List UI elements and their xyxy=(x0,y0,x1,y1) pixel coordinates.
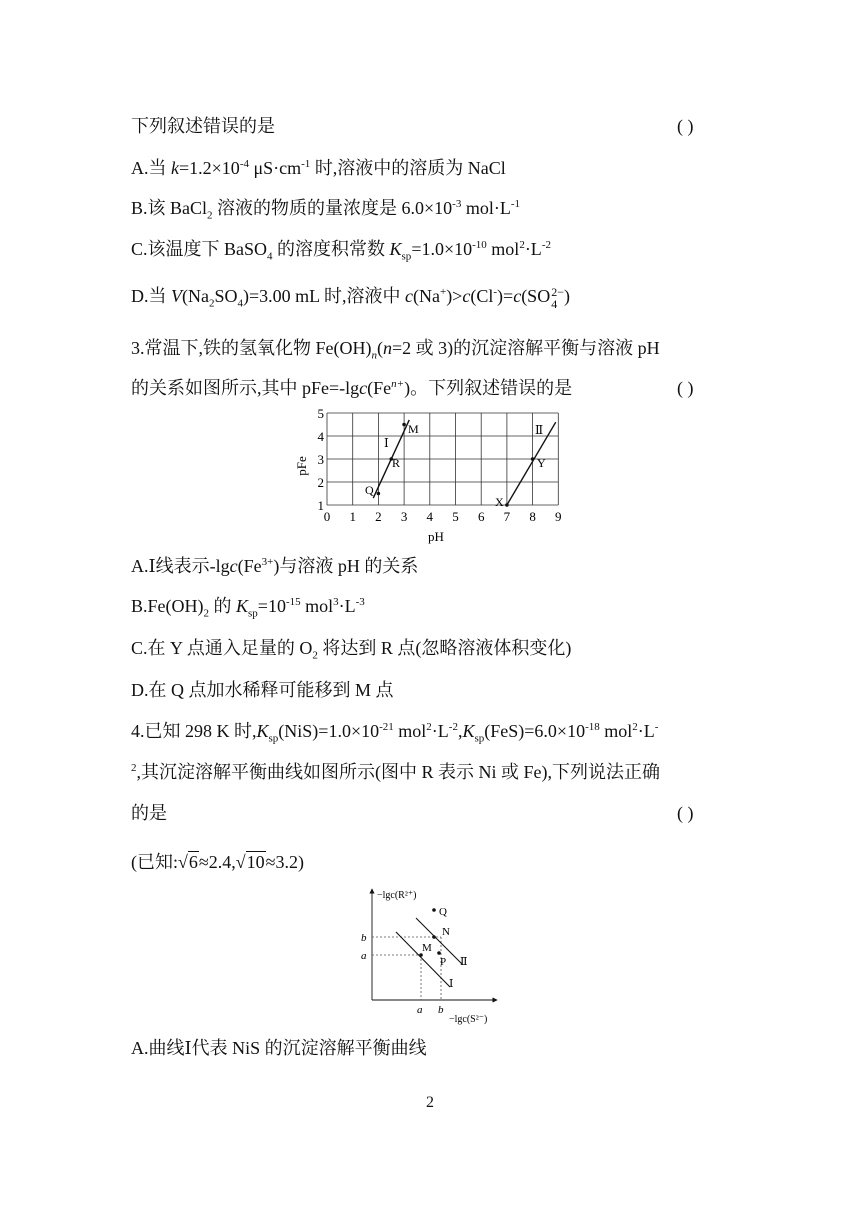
chart2-point-q xyxy=(432,908,436,912)
chart2-tick-b-x: b xyxy=(438,1004,444,1016)
q2-stem: 下列叙述错误的是 xyxy=(131,116,275,136)
x-tick-6: 6 xyxy=(477,509,485,524)
y-tick-5: 5 xyxy=(317,406,324,421)
y-tick-1: 1 xyxy=(317,498,324,513)
chart1-label-r: R xyxy=(392,456,401,470)
x-tick-8: 8 xyxy=(529,509,536,524)
chart1-y-label: pFe xyxy=(294,456,309,476)
chart2-y-label: −lgc(R²⁺) xyxy=(377,890,417,901)
chart1-label-ii: Ⅱ xyxy=(535,423,544,437)
chart2-label-curve-ii: Ⅱ xyxy=(460,956,468,968)
q3-answer-paren: ( ) xyxy=(677,378,694,398)
q4-stem-line2: $^2$,其沉淀溶解平衡曲线如图所示(图中 R 表示 Ni 或 Fe),下列说法正确 xyxy=(131,762,660,782)
series-line-2 xyxy=(507,422,556,505)
q4-stem-line1: 4.已知 298 K 时$,K_{sp}(NiS)=1.0\times 10^{-21}$ $mol^2\cdot L^{-2},K_{sp}(FeS)=6.0\times 10^{-18}$ mol$^2$·L- xyxy=(131,721,659,745)
q2-option-c: C.该温度下 BaSO$_4$ 的溶度积常数 $K_{sp}=1.0\times 10^{-10}$ $mol^2\cdot L^{-2}$ xyxy=(131,239,551,263)
chart1-label-i: Ⅰ xyxy=(384,436,389,450)
page-number: 2 xyxy=(426,1094,434,1111)
point-x xyxy=(505,503,509,507)
q4-option-a: A.曲线Ⅰ代表 NiS 的沉淀溶解平衡曲线 xyxy=(131,1038,427,1058)
chart1-label-q: Q xyxy=(365,483,374,497)
chart2-label-q: Q xyxy=(439,906,447,918)
q4-known-values: (已知:√6≈2.4,√10≈3.2) xyxy=(131,852,305,872)
y-tick-3: 3 xyxy=(317,452,324,467)
chart2-x-label: −lgc(S²⁻) xyxy=(449,1014,488,1025)
chart2-tick-b-y: b xyxy=(361,932,367,944)
q2-option-a: A.当 $k=1.2\times 10^{-4}$ $\mu S\cdot cm^{-1}$ 时,溶液中的溶质为 NaCl xyxy=(131,158,506,178)
chart1-label-y: Y xyxy=(537,456,546,470)
q4-stem-line3: 的是 xyxy=(131,803,167,823)
x-tick-5: 5 xyxy=(452,509,459,524)
point-q xyxy=(377,492,381,496)
chart2-label-m: M xyxy=(422,942,432,954)
q3-option-a: A.Ⅰ线表示$-\lg c(Fe^{3+})$与溶液 pH 的关系 xyxy=(131,556,419,576)
chart2-tick-a-x: a xyxy=(417,1004,423,1016)
chart2-label-curve-i: Ⅰ xyxy=(449,978,454,990)
sulfide-equilibrium-chart xyxy=(355,885,505,1027)
point-m xyxy=(402,423,406,427)
chart1-grid xyxy=(327,413,558,505)
chart1-curves xyxy=(373,420,555,505)
q2-option-b: B.该 BaCl$_2$ 溶液的物质的量浓度是 $6.0\times 10^{-3}$ $mol\cdot L^{-1}$ xyxy=(131,198,521,222)
q3-stem-line2: 的关系如图所示,其中 $pFe=-\lg c(Fe^{n+})$。下列叙述错误的是 xyxy=(131,378,573,398)
y-tick-4: 4 xyxy=(317,429,324,444)
chart2-point-p xyxy=(437,951,441,955)
chart2-curve-ii xyxy=(416,918,462,964)
y-tick-2: 2 xyxy=(317,475,324,490)
x-tick-9: 9 xyxy=(555,509,562,524)
sulfate-charge-index: 2− 4 xyxy=(551,284,564,311)
q2-answer-paren: ( ) xyxy=(677,116,694,136)
chart1-label-x: X xyxy=(495,495,504,509)
chart2-label-p: P xyxy=(440,956,447,968)
q3-stem-line1: 3.常温下,铁的氢氧化物 $Fe(OH)_n(n=2$ 或 3)的沉淀溶解平衡与溶液 pH xyxy=(131,338,660,362)
pfe-ph-chart xyxy=(290,404,570,544)
chart2-label-n: N xyxy=(442,926,450,938)
x-tick-4: 4 xyxy=(426,509,434,524)
chart1-label-m: M xyxy=(408,422,419,436)
q3-option-b: $B.Fe(OH)_2$ 的 $K_{sp}=10^{-15}$ $mol^3\cdot L^{-3}$ xyxy=(131,596,365,620)
x-tick-3: 3 xyxy=(400,509,408,524)
chart2-point-n xyxy=(432,935,436,939)
x-tick-1: 1 xyxy=(349,509,356,524)
chart1-x-label: pH xyxy=(428,529,444,544)
point-y xyxy=(531,457,535,461)
x-tick-2: 2 xyxy=(375,509,382,524)
q4-answer-paren: ( ) xyxy=(677,803,694,823)
chart1-x-ticks xyxy=(324,509,562,524)
x-tick-7: 7 xyxy=(503,509,511,524)
q3-option-d: D.在 Q 点加水稀释可能移到 M 点 xyxy=(131,680,394,700)
q2-option-d: D.当 $V(Na_2SO_4)=3.00$ mL 时,溶液中 c(Na+)>c(Cl-)=c(SO 2− 4 ) xyxy=(131,284,570,311)
chart2-tick-a-y: a xyxy=(361,950,367,962)
chart1-y-ticks xyxy=(318,406,325,513)
q3-option-c: C.在 Y 点通入足量的 $O_2$ 将达到 R 点(忽略溶液体积变化) xyxy=(131,638,572,662)
x-tick-0: 0 xyxy=(323,509,331,524)
